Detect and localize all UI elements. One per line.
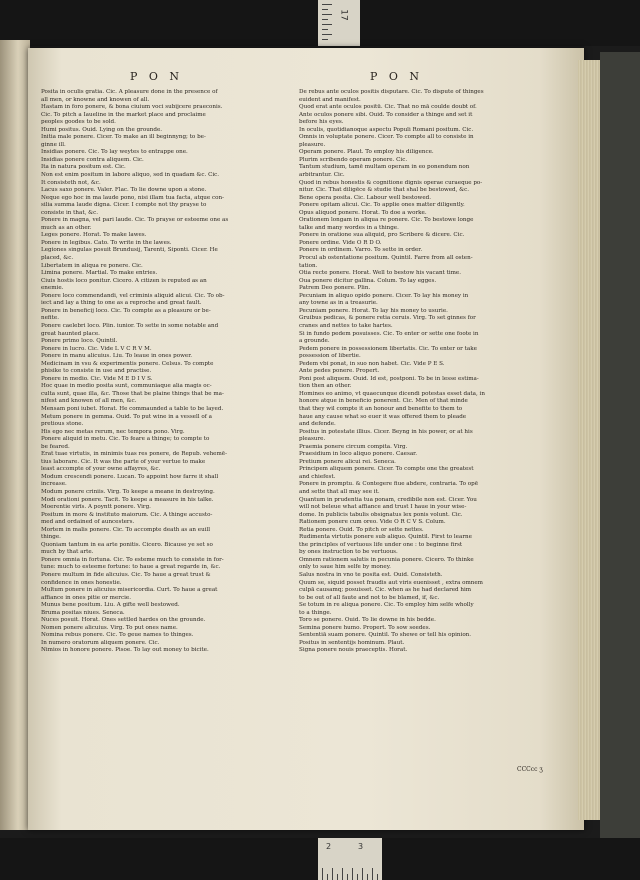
text-line: enemie. — [41, 285, 64, 292]
ruler-bottom — [318, 838, 382, 880]
text-line: least accompte of your owne affayres, &c. — [41, 466, 161, 473]
text-line: increase. — [41, 481, 67, 488]
text-line: Pecuniam in aliquo opido ponere. Cicer. To lay his money in — [299, 292, 469, 299]
text-line: Positus in sententijs hominum. Plaut. — [299, 639, 405, 646]
right-column — [299, 89, 554, 655]
text-line: Cic. To pitch a Iaueline in the market place and proclaime — [41, 111, 206, 118]
text-line: placed, &c. — [41, 255, 74, 262]
text-line: arbitrantur. Cic. — [299, 172, 345, 179]
text-line: Modi orationi ponere. Tacit. To keepe a measure in his talke. — [41, 496, 214, 503]
text-line: tation. — [299, 262, 318, 269]
text-line: haue any cause what so euer it was offered them to pleade — [299, 413, 467, 420]
text-line: pretious stone. — [41, 421, 84, 428]
text-line: Ponere in magna, vel pari laude. Cic. To prayse or esteeme one as — [41, 217, 229, 224]
text-line: Mensam poni iubet. Horat. He commaunded a table to be layed. — [41, 405, 224, 412]
text-line: Multum ponere in alicuius misericordia. Curt. To haue a great — [41, 587, 218, 594]
text-line: Moerentie virīs. A poyntt ponere. Virg. — [41, 504, 151, 511]
text-line: Non est enim positum in labore aliquo, sed in quadam &c. Cic. — [41, 172, 220, 179]
text-line: Omnem rationem salutis in pecunia ponere. Cicero. To thinke — [299, 556, 474, 563]
text-line: any towne as in a treasurie. — [299, 300, 378, 307]
text-line: Rationem ponere cum oreo. Vide O R C V S. Colum. — [299, 519, 446, 526]
text-line: Semina ponere humo. Propert. To sow seedes. — [299, 624, 431, 631]
text-line: Nomina rebus ponere. Cic. To geue names to thinges. — [41, 632, 194, 639]
text-line: Nimios in honore ponere. Pisoe. To lay out money to bicite. — [41, 647, 209, 654]
facing-page-edge — [0, 40, 30, 830]
text-line: Positum in more & instituto maiorum. Cic. A thinge accusto- — [41, 511, 213, 518]
text-line: affiance in ones pitie or mercie. — [41, 594, 131, 601]
text-line: Ita in natura positum est. Cic. — [41, 164, 126, 171]
text-line: and defende. — [299, 421, 336, 428]
text-line: phisike to consiste in use and practise. — [41, 368, 152, 375]
text-line: Ante oculos ponere sibi. Ouid. To consider a thinge and set it — [299, 111, 473, 118]
text-line: Insidias ponere. Cic. To lay weytes to entrappe one. — [41, 149, 188, 156]
text-line: to a thinge. — [299, 609, 332, 616]
text-line: before his eyes. — [299, 119, 344, 126]
text-line: Retia ponere. Ouid. To pitch or sette nettes. — [299, 526, 424, 533]
ruler-tick — [322, 14, 332, 15]
text-line: Patrem Deo ponere. Plin. — [299, 285, 371, 292]
text-line: great haunted place. — [41, 330, 100, 337]
ruler-tick — [347, 874, 348, 880]
text-line: Procul ab ostentatione positum. Quintil. Farre from all osten- — [299, 255, 473, 262]
ruler-tick — [327, 874, 328, 880]
text-line: Ponere omnia in fortuna. Cic. To esteme much to consiste in for- — [41, 556, 224, 563]
ruler-tick — [322, 9, 328, 10]
page-signature: CCCcc ʒ — [517, 766, 543, 773]
text-line: possession of libertie. — [299, 353, 361, 360]
text-line: Si in fundo pedem posuisses. Cic. To enter or sette one foote in — [299, 330, 479, 337]
text-line: much by that arte. — [41, 549, 94, 556]
text-line: Ponere opitam alicui. Cic. To applie ones matter diligently. — [299, 202, 465, 209]
running-head-right: P O N — [370, 70, 424, 83]
text-line: Ponere in promptu. & Contegere fiue abdere, contraria. To opē — [299, 481, 479, 488]
text-line: Omnis in voluptate ponere. Cicer. To compte all to consiste in — [299, 134, 474, 141]
text-line: Hastam in foro ponere, & bona ciuium voci subijcere praeconis. — [41, 104, 223, 111]
text-line: Opus aliquod ponere. Horat. To doe a worke. — [299, 209, 427, 216]
text-line: Operam ponere. Plaut. To employ his diligence. — [299, 149, 434, 156]
text-line: all men, or knowne and knowen of all. — [41, 96, 150, 103]
text-line: Ante pedes ponere. Propert. — [299, 368, 380, 375]
ruler-tick — [322, 868, 323, 880]
ruler-tick — [322, 29, 328, 30]
text-line: nifest and knowen of all men, &c. — [41, 398, 137, 405]
ruler-tick — [362, 868, 363, 880]
text-line: Homines eo animo, vt quaecunque dicendi potestas esset data, in — [299, 390, 485, 397]
text-line: pleasure. — [299, 436, 326, 443]
text-line: Rudimenta virtutis ponere sub aliquo. Quintil. First to learne — [299, 534, 472, 541]
text-line: and chiefest. — [299, 473, 336, 480]
text-line: Libertatem in aliqua re ponere. Cic. — [41, 262, 143, 269]
text-line: Salus nostra in vno te posita est. Ouid. Consisteth. — [299, 572, 443, 578]
text-line: Modum ponere criniis. Virg. To keepe a meane in destroying. — [41, 488, 215, 495]
ruler-tick — [322, 24, 332, 25]
ruler-top — [318, 0, 360, 46]
text-line: Mortem in malis ponere. Cic. To accompte death as an euill — [41, 526, 211, 533]
ruler-tick — [357, 874, 358, 880]
text-line: iect and lay a thing to one as a reproche and great fault. — [41, 300, 202, 307]
text-line: tion then an other. — [299, 383, 352, 390]
text-line: Ponere in legibus. Cato. To write in the lawes. — [41, 239, 172, 246]
text-line: Nomen ponere alicuius. Virg. To put ones name. — [41, 624, 178, 631]
text-line: Hoc quae in medio posita sunt, communiaque alia magis oc- — [41, 383, 212, 390]
text-line: Ponere in medio. Cic. Vide M E D I V S. — [41, 375, 153, 382]
text-line: nefite. — [41, 315, 59, 322]
text-line: be feared. — [41, 443, 70, 450]
text-line: Bruma positas niues. Seneca. — [41, 609, 125, 616]
text-line: a grounde. — [299, 338, 330, 345]
text-line: Leges ponere. Horat. To make lawes. — [41, 232, 147, 239]
ruler-bottom-label: 2 — [326, 842, 332, 851]
text-line: only to saue him selfe by money. — [299, 564, 391, 571]
ruler-tick — [322, 4, 332, 5]
text-line: Sententiā suam ponere. Quintil. To shewe or tell his opinion. — [299, 632, 472, 639]
left-column — [41, 89, 296, 655]
text-line: tius laborare. Cic. It was the parte of your vertue to make — [41, 458, 206, 465]
text-line: Limina ponere. Martial. To make entries. — [41, 270, 158, 277]
ruler-tick — [337, 874, 338, 880]
text-line: and sette that all may see it. — [299, 488, 380, 495]
text-line: cranes and nettes to take hartes. — [299, 322, 393, 329]
text-line: Ponere caelebri loco. Plin. iunior. To sette in some notable and — [41, 322, 219, 329]
text-line: Pedem ponere in possessionem libertatis. Cic. To enter or take — [299, 345, 477, 352]
text-line: Ponere in manu alicuius. Liu. To leaue in ones power. — [41, 353, 193, 360]
text-line: Tantum studium, tamē multam operam in eo ponendum non — [299, 164, 470, 171]
ruler-tick — [367, 874, 368, 880]
text-line: Neque ego hoc in ma laude pono, nisi illam tua facta, atque con- — [41, 194, 224, 201]
text-line: Praesidium in loco aliquo ponere. Caesar. — [299, 451, 418, 458]
text-line: peoples goodes to be sold. — [41, 119, 116, 126]
text-line: Toro se ponere. Ouid. To lie downe in his bedde. — [299, 617, 436, 624]
text-line: Principem aliquem ponere. Cicer. To compte one the greatest — [299, 466, 474, 473]
text-line: thinge. — [41, 534, 61, 541]
text-line: culpā causamq; posuisset. Cic. when as he had declared him — [299, 587, 472, 594]
text-line: that they wil compte it an honour and benefite to them to — [299, 405, 463, 412]
text-line: Ponere in ordinem. Varro. To sette in order. — [299, 247, 423, 254]
text-line: Signa ponere nouis praeceptis. Horat. — [299, 647, 408, 654]
text-line: honore atque in beneficio ponerent. Cic. Men of that minde — [299, 398, 468, 405]
text-line: Quod in rebus honestis & cognitione dignis operae curaeque po- — [299, 179, 483, 186]
ruler-tick — [377, 874, 378, 880]
ruler-tick — [322, 39, 328, 40]
text-line: Legiones singulas posuit Brundusij, Tarenti, Siponti. Cicer. He — [41, 247, 218, 254]
text-line: Modum crescendi ponere. Lucan. To appoint how farre it shall — [41, 473, 219, 480]
ruler-tick — [372, 868, 373, 880]
text-line: to be out of all faute and not to be blamed, if, &c. — [299, 594, 440, 601]
text-line: by ones instruction to be vertuous. — [299, 549, 398, 556]
text-line: Humi positus. Ouid. Lying on the grounde. — [41, 126, 163, 133]
ruler-tick — [332, 868, 333, 880]
text-line: Poni post aliquem. Ouid. Id est, postponi. To be in lesse estima- — [299, 375, 479, 382]
text-line: med and ordained of auncesters. — [41, 519, 135, 526]
text-line: Se totum in re aliqua ponere. Cic. To employ him selfe wholly — [299, 602, 474, 609]
text-line: confidence in ones honestie. — [41, 579, 122, 586]
text-line: ginne ill. — [41, 141, 66, 148]
text-line: Pretium ponere alicui rei. Seneca. — [299, 458, 396, 465]
text-line: De rebus ante oculos positis disputare. Cic. To dispute of thinges — [299, 89, 484, 95]
text-line: Quod erat ante oculos positū. Cic. That no mā coulde doubt of. — [299, 104, 477, 111]
text-line: Oua ponere dicitur gallina. Colum. To lay egges. — [299, 277, 437, 284]
ruler-bottom-label: 3 — [358, 842, 364, 851]
text-line: Ponere primo loco. Quintil. — [41, 338, 118, 345]
text-line: Ponere in lucro. Cic. Vide L V C R V M. — [41, 345, 152, 352]
text-line: talke and many wordes in a thinge. — [299, 224, 399, 231]
text-line: euident and manifest. — [299, 96, 361, 103]
text-line: consiste in that, &c. — [41, 209, 99, 216]
text-line: Medicinam in vsu & experimentis ponere. Celsus. To compte — [41, 360, 214, 367]
text-line: silia summa laude digna. Cicer. I compte not thy prayse to — [41, 202, 207, 209]
ruler-tick — [352, 868, 353, 880]
text-line: much as an other. — [41, 224, 92, 231]
text-line: It consisteth not, &c. — [41, 179, 101, 186]
text-line: Ponere in beneficij loco. Cic. To compte as a pleasure or be- — [41, 307, 211, 314]
text-line: Gruibus pedicas, & ponere retia ceruis. Virg. To set ginnes for — [299, 315, 476, 322]
text-line: the principles of vertuous life under one : to beginne first — [299, 541, 463, 548]
ruler-tick — [342, 868, 343, 880]
ruler-tick — [322, 34, 332, 35]
text-line: Quum se, siquid posset fraudis aut viris euenisset , extra omnem — [299, 579, 483, 586]
text-line: Initia male ponere. Cicer. To make an ill beginnyng; to be- — [41, 134, 206, 141]
text-line: Ponere aliquid in metu. Cic. To feare a thinge; to compte to — [41, 436, 210, 443]
ruler-top-label: 17 — [338, 9, 349, 21]
text-line: Posita in oculis gratia. Cic. A pleasure done in the presence of — [41, 89, 218, 95]
ruler-tick — [322, 19, 328, 20]
text-line: tune: much to esteeme fortune: to haue a great regarde in, &c. — [41, 564, 221, 571]
text-line: Ponere loco commendandi, vel criminis aliquid alicui. Cic. To ob- — [41, 292, 225, 299]
text-line: Ponere ordine. Vide O R D O. — [299, 239, 382, 246]
text-line: Quantum in prudentia tua ponam, credibile non est. Cicer. You — [299, 496, 477, 503]
book-cover — [600, 52, 640, 838]
text-line: Insidias ponere contra aliquem. Cic. — [41, 156, 144, 163]
text-line: Praemia ponere circum compita. Virg. — [299, 443, 408, 450]
text-line: In numero oratorum aliquem ponere. Cic. — [41, 639, 160, 646]
text-line: dome. In publicis tabulis obsignatus lex ponis volunt. Cic. — [299, 511, 463, 518]
text-line: will not beleue what affiance and trust I haue in your wise- — [299, 504, 467, 511]
text-line: Otia recte ponere. Horat. Well to bestow his vacant time. — [299, 270, 462, 277]
text-line: Metum ponere in gemma. Ouid. To put wine in a vessell of a — [41, 413, 212, 420]
text-line: Quoniam tantum in ea arte ponitis. Cicero. Bicause ye set so — [41, 541, 213, 548]
text-line: His ego nec metas rerum, nec tempora pono. Virg. — [41, 428, 185, 435]
text-line: Ponere multum in fide alicuius. Cic. To haue a great trust & — [41, 572, 211, 578]
text-line: Lacus saxo ponere. Valer. Flac. To lie downe upon a stone. — [41, 187, 207, 194]
text-line: culta sunt, quae illa, &c. Those that be plaine things that be ma- — [41, 390, 224, 397]
text-line: Munus bene positum. Liu. A gifte well bestowed. — [41, 602, 180, 609]
text-line: Pedem vbi ponat, in suo non habet. Cic. Vide P E S. — [299, 360, 445, 367]
text-line: Pecuniam ponere. Horat. To lay his money to usurie. — [299, 307, 448, 314]
text-line: Nuces posuit. Horat. Ones settled hardes on the grounde. — [41, 617, 206, 624]
text-line: Orationem longam in aliqua re ponere. Cic. To bestowe longe — [299, 217, 474, 224]
text-line: Bene opera posita. Cic. Labour well bestowed. — [299, 194, 432, 201]
text-line: nitur. Cic. That diligēce & studie that shal be bestowed, &c. — [299, 187, 470, 194]
text-line: Ponere in oratione sua aliquid, pro Scribere & dicere. Cic. — [299, 232, 465, 239]
text-line: Erat tuae virtutis, in minimis tuas res ponere, de Repub. vehemē- — [41, 451, 227, 458]
running-head-left: P O N — [130, 70, 184, 83]
text-line: Plurim scribendo operam ponere. Cic. — [299, 156, 408, 163]
text-line: pleasure. — [299, 141, 326, 148]
text-line: Positus in potestate illius. Cicer. Beyng in his power, or at his — [299, 428, 473, 435]
text-line: Ciuis hostis loco ponitur. Cicero. A citizen is reputed as an — [41, 277, 207, 284]
text-line: In oculis, quotidianoque aspectu Populi Romani positum. Cic. — [299, 126, 474, 133]
